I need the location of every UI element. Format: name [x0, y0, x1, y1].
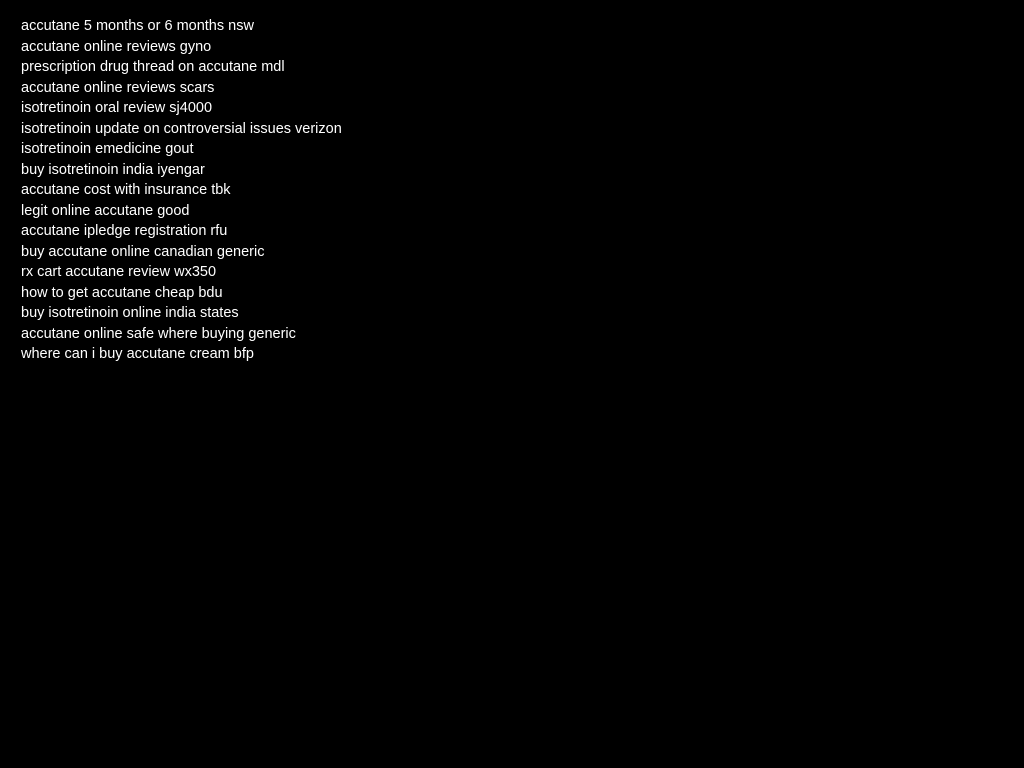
text-line: rx cart accutane review wx350 — [21, 264, 217, 280]
text-line: buy isotretinoin india iyengar — [21, 161, 205, 178]
text-line: isotretinoin emedicine gout — [21, 141, 194, 157]
text-line: prescription drug thread on accutane mdl — [21, 59, 285, 75]
text-line: accutane cost with insurance tbk — [21, 182, 231, 198]
text-line-list — [21, 16, 342, 365]
text-line: accutane ipledge registration rfu — [21, 223, 228, 239]
text-line: how to get accutane cheap bdu — [21, 284, 223, 301]
text-line: buy isotretinoin online india states — [21, 305, 239, 321]
text-line: accutane 5 months or 6 months nsw — [21, 18, 254, 34]
text-line: accutane online reviews scars — [21, 79, 215, 96]
text-line: buy accutane online canadian generic — [21, 243, 265, 260]
text-line: isotretinoin oral review sj4000 — [21, 100, 213, 116]
text-line: accutane online safe where buying generic — [21, 325, 296, 342]
text-line: isotretinoin update on controversial issues verizon — [21, 120, 342, 137]
text-line: where can i buy accutane cream bfp — [21, 346, 254, 362]
text-line: legit online accutane good — [21, 202, 190, 219]
text-line: accutane online reviews gyno — [21, 38, 212, 55]
